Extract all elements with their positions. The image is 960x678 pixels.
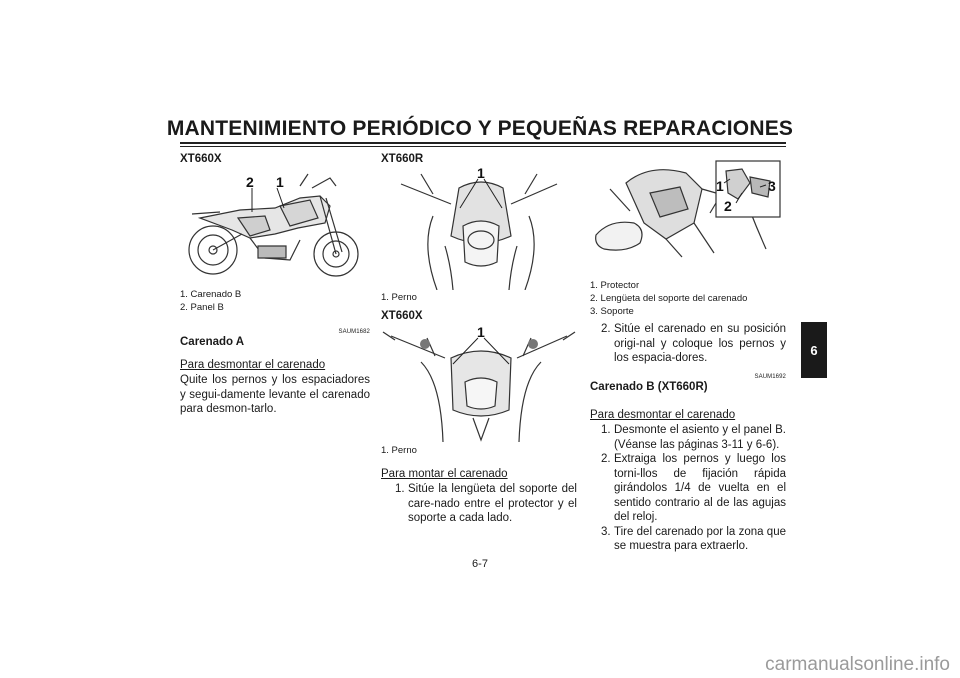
section-title-carenado-a: Carenado A: [180, 336, 245, 348]
page-number: 6-7: [472, 558, 488, 570]
caption-item: 2. Lengüeta del soporte del carenado: [590, 293, 748, 304]
fig-number-2: 2: [724, 198, 732, 214]
caption-item: 1. Carenado B: [180, 289, 242, 300]
fig-number-1: 1: [276, 174, 284, 190]
fig-title-xt660r: XT660R: [381, 153, 424, 165]
caption-perno-x: 1. Perno: [381, 445, 417, 456]
subheading-montar: Para montar el carenado: [381, 468, 508, 480]
fig-number-1: 1: [716, 178, 724, 194]
front-fairing-illustration-r: [381, 166, 577, 290]
subheading-desmontar-b: Para desmontar el carenado: [590, 409, 736, 421]
steps-montar: [395, 482, 577, 526]
steps-desmontar-b: [601, 423, 786, 554]
motorcycle-illustration: [180, 168, 370, 286]
section-code-2: SAUM1692: [754, 374, 786, 380]
steps-montar-cont: [601, 322, 786, 366]
caption-item: 3. Soporte: [590, 306, 634, 317]
watermark: carmanualsonline.info: [765, 654, 950, 675]
chapter-tab: 6: [801, 322, 827, 378]
fig-number-1: 1: [477, 166, 485, 181]
fig-number-1b: 1: [477, 324, 485, 340]
paragraph-desmontar: Quite los pernos y los espaciadores y segui-damente levante el carenado para desmon-tarlo.: [180, 374, 370, 415]
header-rule-thin: [180, 146, 786, 147]
fig-title-xt660x-2: XT660X: [381, 310, 423, 322]
section-code: SAUM1682: [338, 329, 370, 335]
fig-number-2: 2: [246, 174, 254, 190]
section-title-carenado-b: Carenado B (XT660R): [590, 381, 708, 393]
list-item: 1. Desmonte el asiento y el panel B. (Véanse las páginas 3-11 y 6-6).: [601, 424, 786, 451]
fig-number-3: 3: [768, 178, 776, 194]
subheading-desmontar: Para desmontar el carenado: [180, 359, 326, 371]
fig-captions: [180, 288, 241, 314]
header-rule: [180, 142, 786, 144]
caption-item: 2. Panel B: [180, 302, 224, 313]
fig-captions-3: [590, 279, 747, 318]
caption-item: 1. Protector: [590, 280, 640, 291]
bracket-detail-illustration: [590, 153, 786, 278]
front-fairing-illustration-x: [381, 322, 577, 442]
fig-title-xt660x: XT660X: [180, 153, 222, 165]
page-title: MANTENIMIENTO PERIÓDICO Y PEQUEÑAS REPARACIONES: [166, 117, 794, 140]
list-item: 2. Extraiga los pernos y luego los torni-llos de fijación rápida girándolos 1/4 de vuelta en el sentido contrario al de las agujas del reloj.: [601, 453, 786, 523]
list-item: 1. Sitúe la lengüeta del soporte del care-nado entre el protector y el soporte a cada lado.: [395, 483, 577, 524]
list-item: 2. Sitúe el carenado en su posición origi-nal y coloque los pernos y los espacia-dores.: [601, 323, 786, 364]
list-item: 3. Tire del carenado por la zona que se muestra para extraerlo.: [601, 525, 786, 552]
caption-perno-r: 1. Perno: [381, 292, 417, 303]
